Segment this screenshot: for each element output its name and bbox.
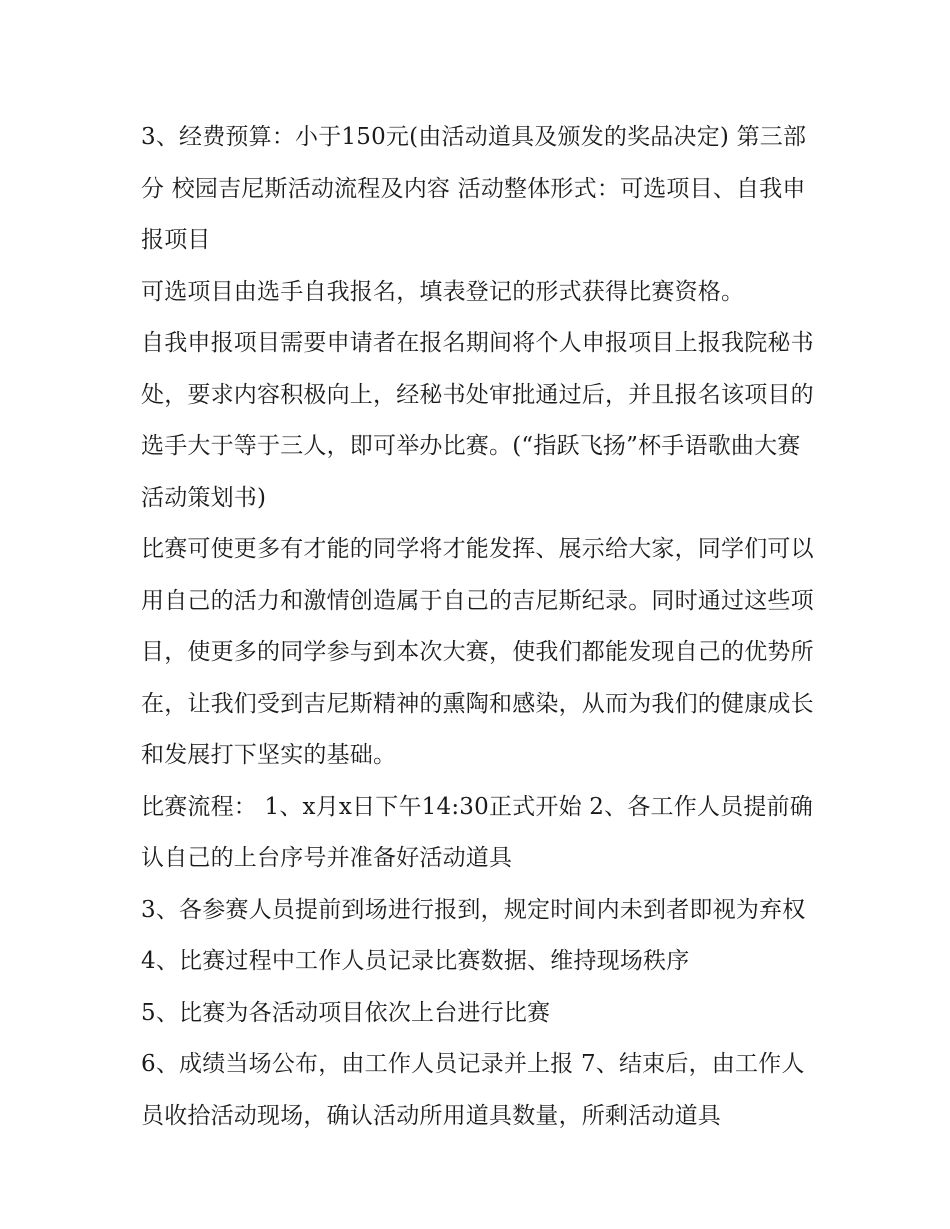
- paragraph-process-5: 5、比赛为各活动项目依次上台进行比赛: [141, 999, 551, 1026]
- paragraph-process-1-2: 比赛流程： 1、x月x日下午14:30正式开始 2、各工作人员提前确认自己的上台序号并准备好活动道具: [141, 793, 813, 871]
- paragraph-purpose: 比赛可使更多有才能的同学将才能发挥、展示给大家，同学们可以用自己的活力和激情创造属于自己的吉尼斯纪录。同时通过这些项目，使更多的同学参与到本次大赛，使我们都能发现自己的优势所在，让我们受到吉尼斯精神的熏陶和感染，从而为我们的健康成长和发展打下坚实的基础。: [141, 536, 814, 768]
- paragraph-optional-items: 可选项目由选手自我报名，填表登记的形式获得比赛资格。: [141, 278, 745, 305]
- paragraph-process-3-4: 3、各参赛人员提前到场进行报到，规定时间内未到者即视为弃权 4、比赛过程中工作人员记录比赛数据、维持现场秩序: [141, 896, 806, 974]
- document-body: [141, 112, 816, 1142]
- paragraph-process-6-7: 6、成绩当场公布，由工作人员记录并上报 7、结束后，由工作人员收拾活动现场，确认活动所用道具数量，所剩活动道具: [141, 1051, 805, 1129]
- paragraph-budget-and-format: 3、经费预算：小于150元(由活动道具及颁发的奖品决定) 第三部分 校园吉尼斯活动流程及内容 活动整体形式：可选项目、自我申报项目: [141, 124, 807, 253]
- paragraph-self-declared-items: 自我申报项目需要申请者在报名期间将个人申报项目上报我院秘书处，要求内容积极向上，经秘书处审批通过后，并且报名该项目的选手大于等于三人，即可举办比赛。(“指跃飞扬”杯手语歌曲大赛活动策划书): [141, 330, 814, 511]
